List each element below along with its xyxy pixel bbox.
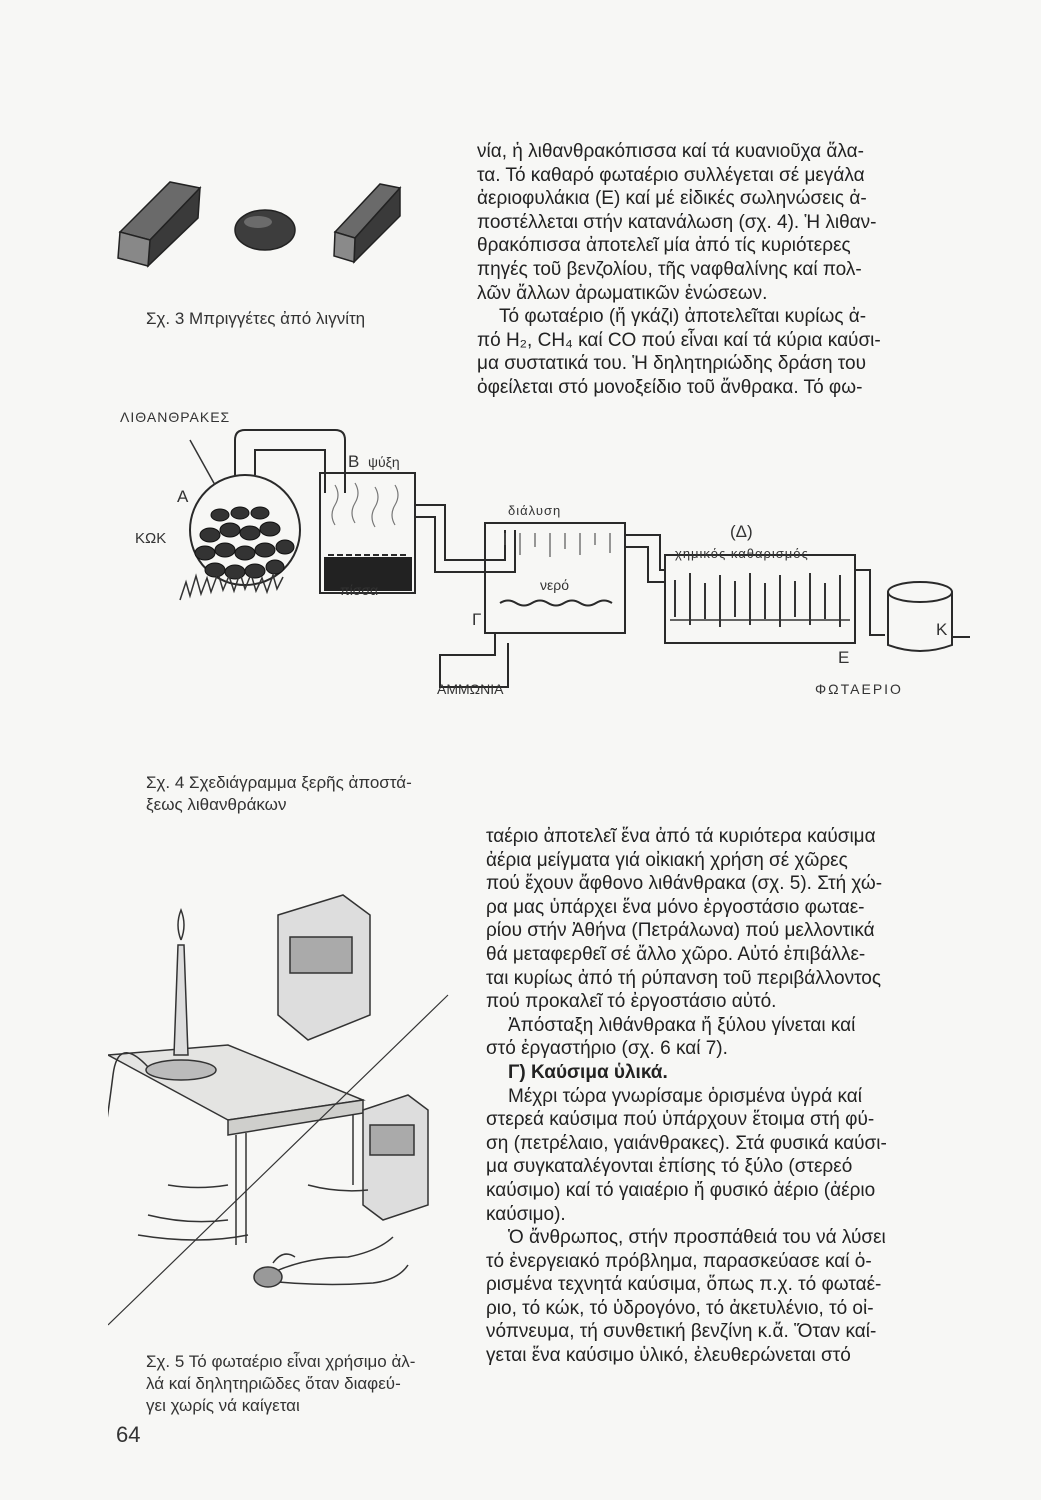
label-coal: ΛΙΘΑΝΘΡΑΚΕΣ: [120, 409, 231, 425]
burner-flame: [178, 910, 184, 940]
gasholder-top: [888, 582, 952, 602]
text-line: πό H₂, CH₄ καί CO πού εἶναι καί τά κύρια καύσι-: [477, 329, 881, 351]
fig3-briquettes-illustration: [110, 170, 430, 275]
text-line: ρα μας ὑπάρχει ἕνα μόνο ἐργοστάσιο φωταε-: [486, 896, 865, 918]
label-solution: διάλυση: [508, 503, 562, 518]
text-line: Ὁ ἄνθρωπος, στήν προσπάθειά του νά λύσει: [508, 1227, 886, 1249]
label-gas: ΦΩΤΑΕΡΙΟ: [815, 681, 903, 697]
text-line: ἀεριοφυλάκια (Ε) καί μέ εἰδικές σωληνώσεις ἀ-: [477, 188, 867, 210]
caption-line: γει χωρίς νά καίγεται: [146, 1396, 300, 1415]
section-heading: Γ) Καύσιμα ὑλικά.: [508, 1061, 668, 1083]
label-tar: πίσσα: [340, 582, 379, 598]
purifier-vessel: [665, 555, 855, 643]
page-number: 64: [116, 1422, 141, 1447]
briquette-left: [118, 182, 200, 266]
text-line: θά μεταφερθεῖ σέ ἄλλο χῶρο. Αὐτό ἐπιβάλλε-: [486, 943, 866, 965]
text-line: θρακόπισσα ἀποτελεῖ μία ἀπό τίς κυριότερες: [477, 235, 851, 257]
text-line: στερεά καύσιμα πού ὑπάρχουν ἕτοιμα στή φύ-: [486, 1109, 875, 1131]
pipe-b-to-washer: [415, 505, 505, 560]
text-line: ρισμένα τεχνητά καύσιμα, ὅπως π.χ. τό φωταέ-: [486, 1274, 882, 1296]
label-k: Κ: [936, 620, 948, 639]
label-ammonia: ΑΜΜΩΝΙΑ: [437, 681, 504, 697]
label-e: Ε: [838, 648, 850, 667]
text-line: ὀφείλεται στό μονοξείδιο τοῦ ἄνθρακα. Τό φω-: [477, 376, 863, 398]
burner-base: [146, 1060, 216, 1080]
caption-line: Σχ. 4 Σχεδιάγραμμα ξερῆς ἀποστά-: [146, 773, 412, 792]
text-line: καύσιμο) καί τό γαιαέριο ἤ φυσικό ἀέριο (ἀέριο: [486, 1179, 876, 1201]
text-line: μα συστατικά του. Ἡ δηλητηριώδης δράση του: [477, 353, 866, 375]
burner-tube: [174, 945, 188, 1055]
pipe-to-gasholder: [855, 570, 885, 635]
gas-meter-lower: [363, 1095, 428, 1220]
text-line: Ἀπόσταξη λιθάνθρακα ἤ ξύλου γίνεται καί: [508, 1014, 856, 1036]
text-line: ἀέρια μείγματα γιά οἰκιακή χρήση σέ χῶρες: [486, 849, 848, 871]
fig4-caption: [146, 772, 412, 816]
text-line: τα. Τό καθαρό φωταέριο συλλέγεται σέ μεγάλα: [477, 164, 865, 186]
fig3-caption: Σχ. 3 Μπριγγέτες ἀπό λιγνίτη: [146, 309, 366, 328]
text-line: λῶν ἄλλων ἀρωματικῶν ἑνώσεων.: [477, 282, 768, 304]
text-line: πού ἔχουν ἄφθονο λιθάνθρακα (σχ. 5). Στή χώ-: [486, 873, 883, 895]
label-purification: χημικός καθαρισμός: [675, 546, 809, 561]
coal-lumps: [195, 507, 294, 579]
text-line: ταέριο ἀποτελεῖ ἕνα ἀπό τά κυριότερα καύσιμα: [486, 826, 876, 847]
fig5-caption: [146, 1351, 415, 1417]
label-water: νερό: [540, 577, 569, 593]
text-column-top: [477, 140, 967, 400]
text-line: Μέχρι τώρα γνωρίσαμε ὁρισμένα ὑγρά καί: [508, 1085, 862, 1107]
caption-line: λά καί δηλητηριῶδες ὅταν διαφεύ-: [146, 1374, 401, 1393]
fig4-distillation-diagram: [110, 405, 970, 705]
text-line: πού προκαλεῖ τό ἐργοστάσιο αὐτό.: [486, 991, 777, 1013]
label-cooling: ψύξη: [368, 454, 400, 470]
text-line: ση (πετρέλαιο, γαιάνθρακες). Στά φυσικά καύσι-: [486, 1132, 887, 1154]
caption-line: ξεως λιθανθράκων: [146, 795, 287, 814]
flask-outlet-pipe: [235, 430, 345, 493]
text-line: στό ἐργαστήριο (σχ. 6 καί 7).: [486, 1038, 728, 1060]
ammonia-outlet-pipe: [440, 633, 508, 687]
text-line: ριο, τό κώκ, τό ὑδρογόνο, τό ἀκετυλένιο, τό οἰ-: [486, 1297, 874, 1319]
fig5-gas-danger-illustration: [108, 885, 468, 1335]
label-b: Β: [348, 452, 360, 471]
label-d: (Δ): [730, 522, 753, 541]
text-line: γεται ἕνα καύσιμο ὑλικό, ἐλευθερώνεται στό: [486, 1345, 851, 1367]
pipe-washer-to-purifier: [625, 535, 665, 570]
text-line: καύσιμο).: [486, 1203, 566, 1225]
text-line: νία, ἡ λιθανθρακόπισσα καί τά κυανιοῦχα ἅλα-: [477, 141, 864, 162]
table-legs: [236, 1115, 353, 1245]
text-column-bottom: [486, 825, 971, 1368]
text-line: νόπνευμα, τή συνθετική βενζίνη κ.ἄ. Ὅταν καί-: [486, 1321, 877, 1343]
text-line: ποστέλλεται στήν κατανάλωση (σχ. 4). Ἡ λιθαν-: [477, 211, 877, 233]
text-line: ται κυρίως ἀπό τή ρύπανση τοῦ περιβάλλοντος: [486, 967, 882, 989]
text-line: ρίου στήν Ἀθήνα (Πετράλωνα) πού μελλοντικά: [486, 920, 875, 942]
text-line: Τό φωταέριο (ἤ γκάζι) ἀποτελεῖται κυρίως ἀ-: [499, 306, 867, 328]
label-g: Γ: [472, 610, 482, 629]
label-coke: ΚΩΚ: [135, 530, 167, 547]
briquette-right: [334, 184, 400, 262]
label-a: Α: [177, 487, 189, 506]
caption-line: Σχ. 5 Τό φωταέριο εἶναι χρήσιμο ἀλ-: [146, 1352, 416, 1371]
text-line: μα συγκαταλέγονται ἐπίσης τό ξύλο (στερεό: [486, 1156, 853, 1178]
briquette-middle: [235, 210, 295, 250]
text-line: πηγές τοῦ βενζολίου, τῆς ναφθαλίνης καί πολ-: [477, 258, 862, 280]
text-line: τό ἐνεργειακό πρόβλημα, παρασκεύασε καί ὁ-: [486, 1250, 872, 1272]
